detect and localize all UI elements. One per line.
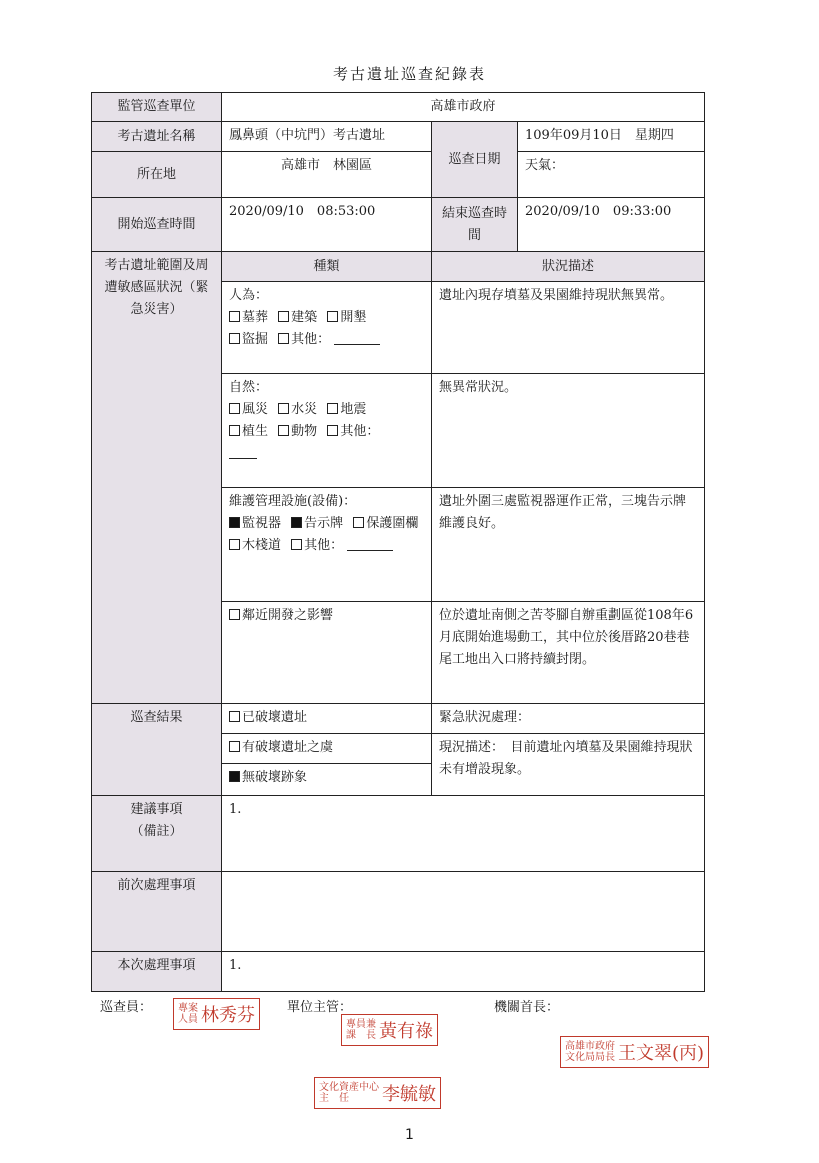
human-title: 人為： xyxy=(229,288,269,303)
suggest-label-text: 建議事項 xyxy=(130,802,183,817)
stamp-name: 黃有祿 xyxy=(379,1021,433,1042)
natural-title: 自然： xyxy=(229,380,269,395)
result-opt-none xyxy=(222,764,432,796)
natural-cell xyxy=(222,374,432,488)
scope-label-text: 考古遺址範圍及周遭敏感區狀況（緊急災害） xyxy=(104,258,209,317)
stamp-text: 專案 xyxy=(178,1003,198,1014)
head-label: 機關首長： xyxy=(494,1000,560,1015)
suggest-value: 1. xyxy=(222,796,705,872)
opt-label: 告示牌 xyxy=(304,516,344,531)
site-label: 考古遺址名稱 xyxy=(92,122,222,152)
opt-label: 地震 xyxy=(340,402,367,417)
natural-desc: 無異常狀況。 xyxy=(432,374,705,488)
checkbox-sign-checked[interactable] xyxy=(291,517,302,528)
checkbox-boardwalk[interactable] xyxy=(229,539,240,550)
start-value: 2020/09/10 08:53:00 xyxy=(222,198,432,252)
blank-line[interactable] xyxy=(347,538,393,551)
opt-label: 水災 xyxy=(291,402,318,417)
date-label: 巡查日期 xyxy=(432,122,518,198)
inspection-form xyxy=(91,92,705,992)
opt-label: 監視器 xyxy=(242,516,282,531)
opt-label: 無破壞跡象 xyxy=(242,770,308,785)
prev-value xyxy=(222,872,705,952)
facility-cell xyxy=(222,488,432,602)
suggest-label xyxy=(92,796,222,872)
checkbox-other-facility[interactable] xyxy=(291,539,302,550)
result-label: 巡查結果 xyxy=(92,704,222,796)
checkbox-other-human[interactable] xyxy=(278,333,289,344)
stamp-name: 李毓敏 xyxy=(382,1084,436,1105)
facility-title: 維護管理設施(設備)： xyxy=(229,494,357,509)
location-label: 所在地 xyxy=(92,152,222,198)
opt-label: 墓葬 xyxy=(242,310,269,325)
opt-label: 開墾 xyxy=(340,310,367,325)
location-value: 高雄市 林園區 xyxy=(222,152,432,198)
unit-value: 高雄市政府 xyxy=(222,93,705,122)
opt-label: 其他： xyxy=(304,538,344,553)
supervisor-stamp xyxy=(341,1014,438,1046)
end-value: 2020/09/10 09:33:00 xyxy=(518,198,705,252)
date-value: 109年09月10日 星期四 xyxy=(518,122,705,152)
human-cell xyxy=(222,282,432,374)
prev-label: 前次處理事項 xyxy=(92,872,222,952)
current-label: 本次處理事項 xyxy=(92,952,222,992)
human-desc: 遺址內現存墳墓及果園維持現狀無異常。 xyxy=(432,282,705,374)
page-number: 1 xyxy=(405,1127,414,1143)
opt-label: 保護圍欄 xyxy=(366,516,419,531)
checkbox-fence[interactable] xyxy=(353,517,364,528)
end-label: 結束巡查時間 xyxy=(432,198,518,252)
inspector-label: 巡查員： xyxy=(100,1000,153,1015)
start-label: 開始巡查時間 xyxy=(92,198,222,252)
opt-label: 其他： xyxy=(291,332,331,347)
scope-label xyxy=(92,252,222,704)
result-opt-destroyed xyxy=(222,704,432,734)
col-desc-header: 狀況描述 xyxy=(432,252,705,282)
checkbox-nearby-dev[interactable] xyxy=(229,609,240,620)
nearby-cell xyxy=(222,602,432,704)
checkbox-cctv-checked[interactable] xyxy=(229,517,240,528)
opt-label: 其他： xyxy=(340,424,380,439)
blank-line[interactable] xyxy=(229,446,257,459)
stamp-name: 王文翠(丙) xyxy=(618,1043,705,1064)
checkbox-building[interactable] xyxy=(278,311,289,322)
opt-label: 已破壞遺址 xyxy=(242,710,308,725)
head-stamp xyxy=(560,1036,709,1068)
current-value: 1. xyxy=(222,952,705,992)
unit-label: 監管巡查單位 xyxy=(92,93,222,122)
opt-label: 木棧道 xyxy=(242,538,282,553)
checkbox-burial[interactable] xyxy=(229,311,240,322)
checkbox-cultivation[interactable] xyxy=(327,311,338,322)
col-type-header: 種類 xyxy=(222,252,432,282)
checkbox-earthquake[interactable] xyxy=(327,403,338,414)
weather-field: 天氣： xyxy=(518,152,705,198)
facility-desc: 遺址外圍三處監視器運作正常，三塊告示牌維護良好。 xyxy=(432,488,705,602)
opt-label: 盜掘 xyxy=(242,332,269,347)
stamp-text: 課 長 xyxy=(346,1030,376,1041)
stamp-text: 專員兼 xyxy=(346,1019,376,1030)
checkbox-wind[interactable] xyxy=(229,403,240,414)
checkbox-looting[interactable] xyxy=(229,333,240,344)
status-field: 現況描述： 目前遺址內墳墓及果園維持現狀未有增設現象。 xyxy=(432,734,705,796)
site-value: 鳳鼻頭（中坑門）考古遺址 xyxy=(222,122,432,152)
suggest-sub: （備註） xyxy=(130,824,183,839)
checkbox-risk[interactable] xyxy=(229,741,240,752)
opt-label: 有破壞遺址之虞 xyxy=(242,740,334,755)
opt-label: 風災 xyxy=(242,402,269,417)
nearby-desc: 位於遺址南側之苦苓腳自辦重劃區從108年6月底開始進場動工，其中位於後厝路20巷巷尾工地出入口將持續封閉。 xyxy=(432,602,705,704)
opt-label: 植生 xyxy=(242,424,269,439)
blank-line[interactable] xyxy=(334,332,380,345)
stamp-text: 主 任 xyxy=(319,1093,349,1104)
page-title: 考古遺址巡查紀錄表 xyxy=(332,65,486,83)
checkbox-vegetation[interactable] xyxy=(229,425,240,436)
result-opt-risk xyxy=(222,734,432,764)
center-director-stamp xyxy=(314,1077,441,1109)
supervisor-label: 單位主管： xyxy=(287,1000,353,1015)
checkbox-flood[interactable] xyxy=(278,403,289,414)
stamp-text: 文化局局長 xyxy=(565,1052,615,1063)
stamp-text: 文化資產中心 xyxy=(319,1082,379,1093)
opt-label: 建築 xyxy=(291,310,318,325)
stamp-text: 高雄市政府 xyxy=(565,1041,615,1052)
checkbox-destroyed[interactable] xyxy=(229,711,240,722)
stamp-text: 人員 xyxy=(178,1014,198,1025)
checkbox-animal[interactable] xyxy=(278,425,289,436)
inspector-stamp xyxy=(173,998,260,1030)
nearby-label: 鄰近開發之影響 xyxy=(242,608,334,623)
opt-label: 動物 xyxy=(291,424,318,439)
stamp-name: 林秀芬 xyxy=(201,1005,255,1026)
urgent-field: 緊急狀況處理： xyxy=(432,704,705,734)
checkbox-other-natural[interactable] xyxy=(327,425,338,436)
checkbox-no-damage-checked[interactable] xyxy=(229,771,240,782)
